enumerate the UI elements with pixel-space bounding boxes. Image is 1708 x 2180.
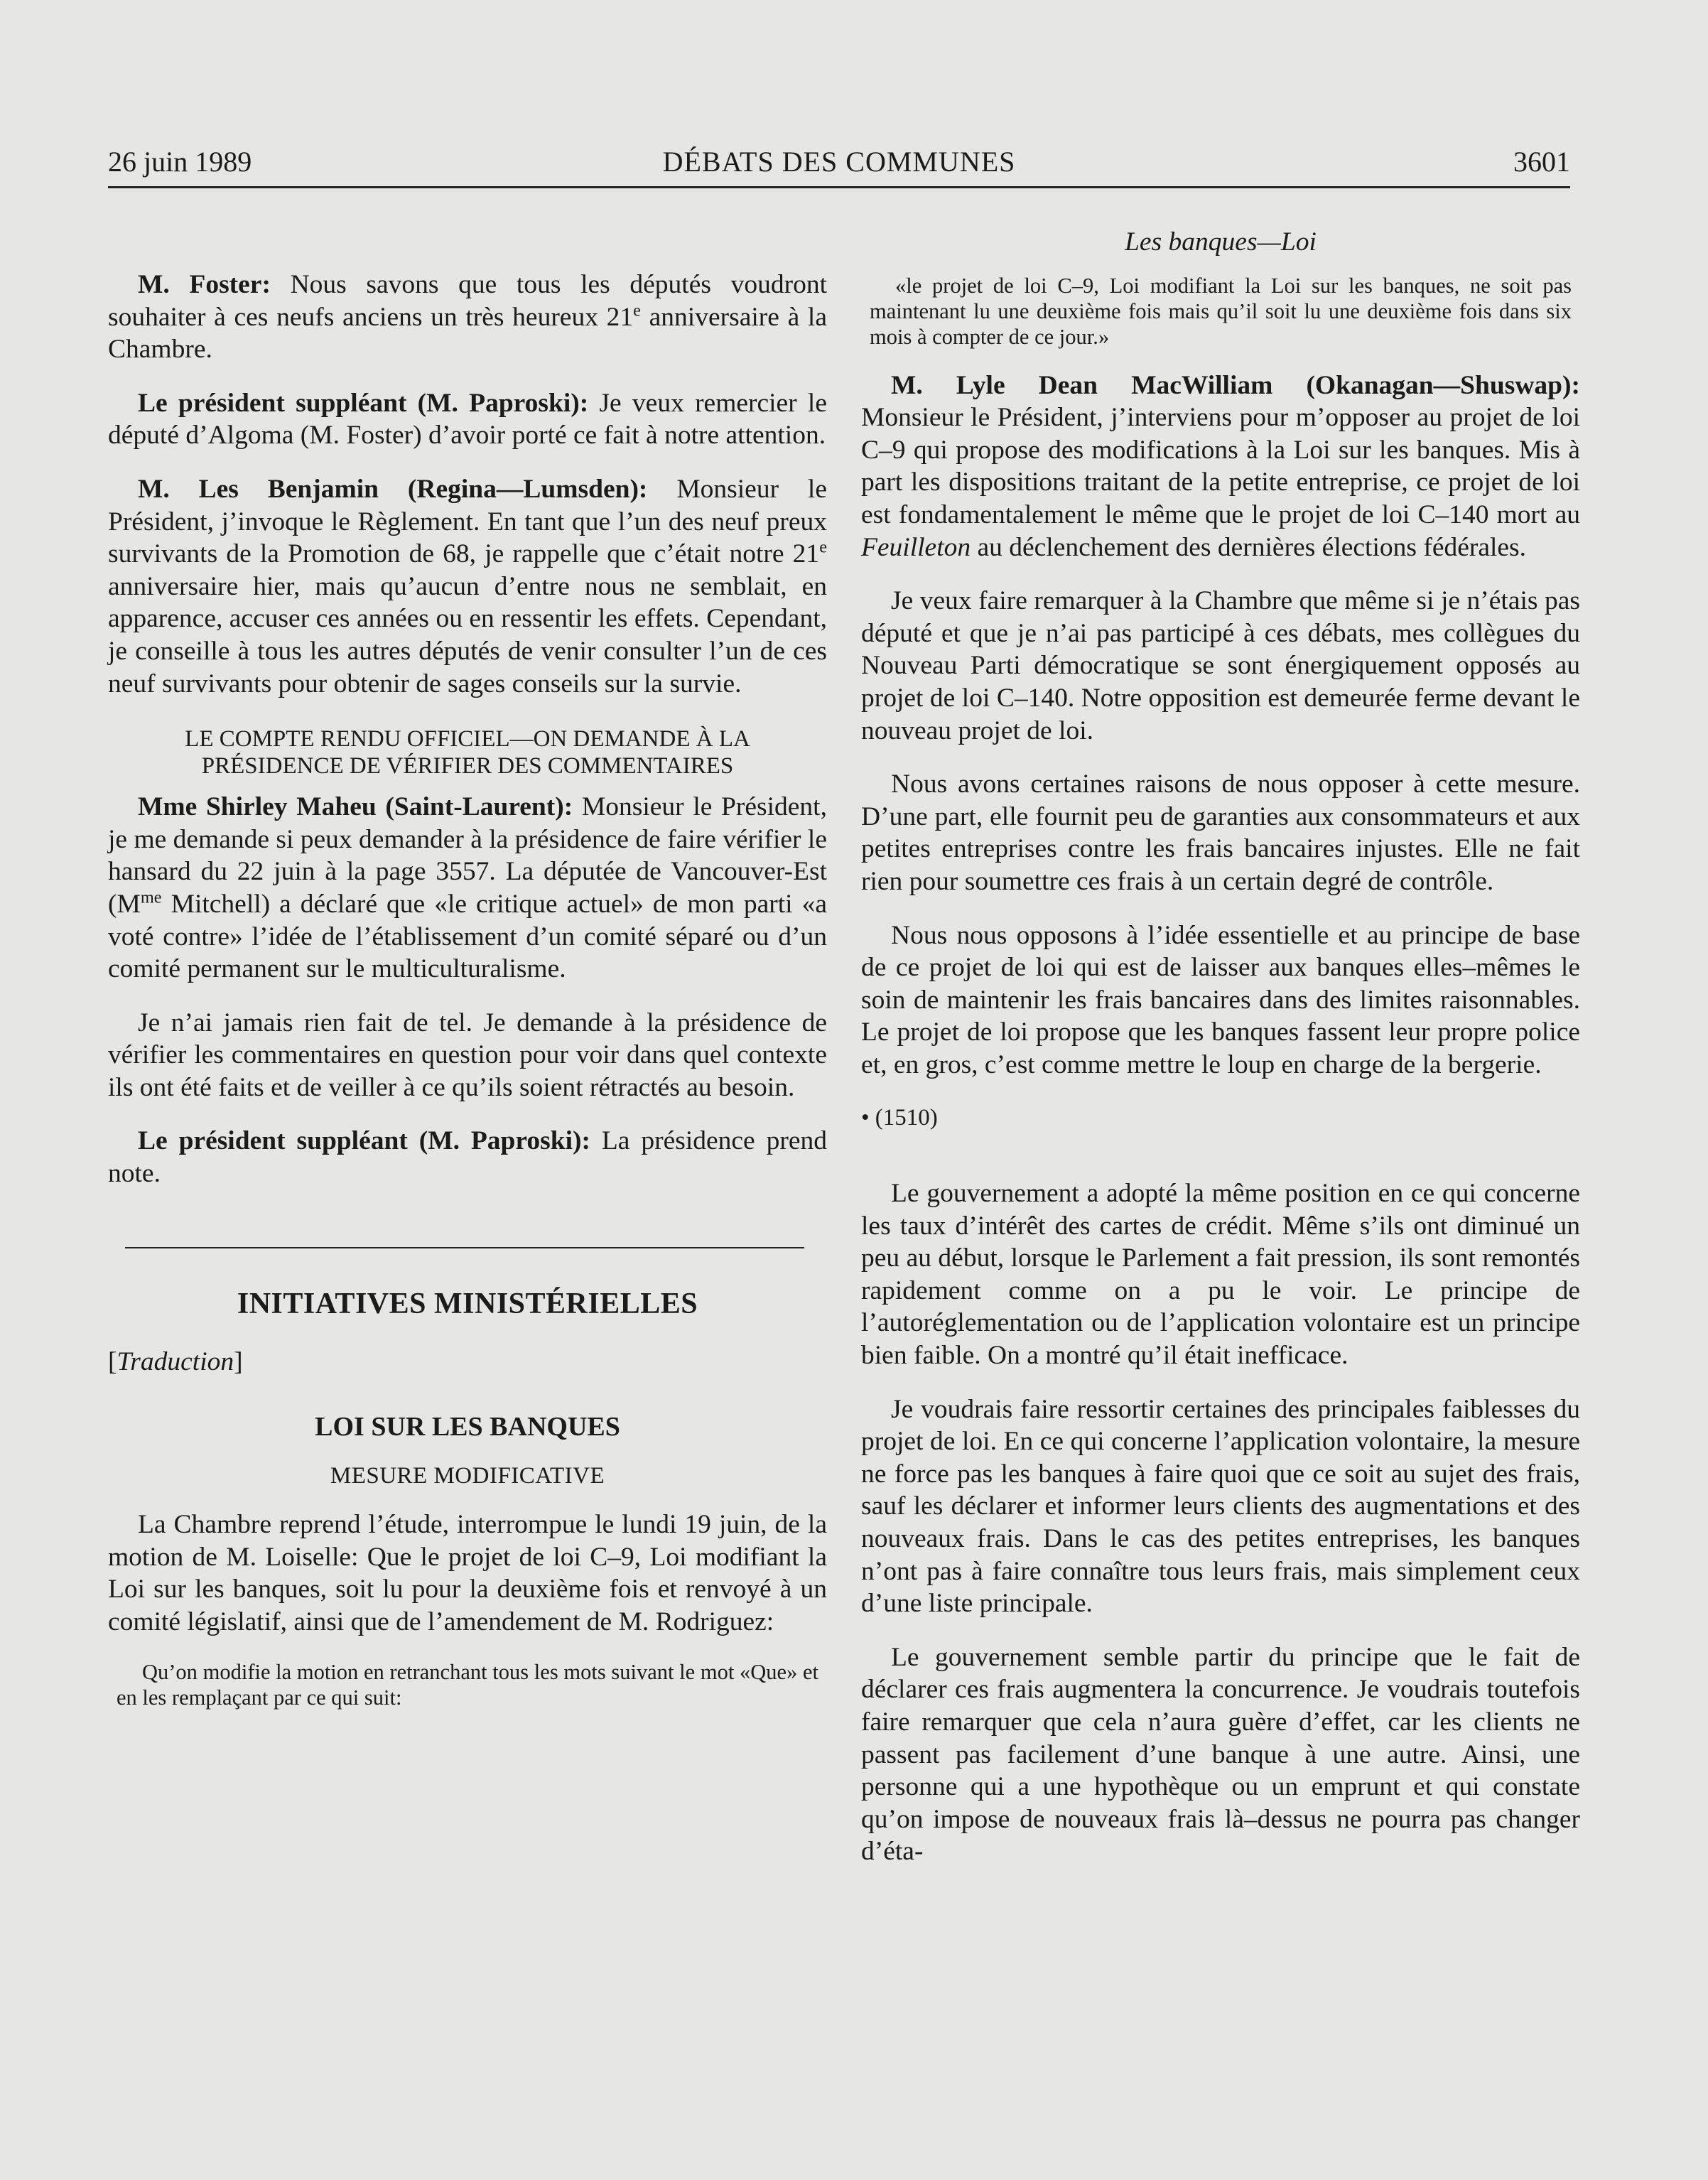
speaker: Le président suppléant (M. Paproski): [138,388,589,418]
italic-term: Feuilleton [861,532,971,562]
right-column [861,226,1580,1889]
paragraph-paproski-1 [108,387,827,452]
speech-text: Monsieur le Président, j’interviens pour m’opposer au projet de loi C–9 qui propose des modifications à la Loi sur les banques. Mis à part les dispositions traitant de la petite entreprise, ce projet de loi est fondamentalement le même que le projet de loi C–140 mort au [861,403,1580,529]
page-header [108,142,1570,188]
header-title: DÉBATS DES COMMUNES [662,146,1016,178]
paragraph-benjamin [108,473,827,700]
speech-text: anniversaire à la Chambre. [108,302,827,365]
running-head: Les banques—Loi [1125,227,1317,257]
paragraph-foster [108,269,827,366]
paragraph-r3: Nous avons certaines raisons de nous opposer à cette mesure. D’une part, elle fournit peu de garanties aux consommateurs et aux petites entreprises contre les frais bancaires injustes. Elle ne fait rien pour soumettre ces frais à un certain degré de contrôle. [861,770,1580,896]
paragraph-maheu-2: Je n’ai jamais rien fait de tel. Je demande à la présidence de vérifier les commentaires en question pour voir dans quel contexte ils ont été faits et de veiller à ce qu’ils soient rétractés au besoin. [108,1008,827,1102]
superscript: e [633,301,641,320]
speech-text: Nous savons que tous les députés voudront souhaiter à ces neufs anciens un très heureux 21 [108,270,827,332]
section-title: INITIATIVES MINISTÉRIELLES [237,1287,698,1320]
speaker: Mme Shirley Maheu (Saint-Laurent): [138,792,573,822]
speech-text: anniversaire hier, mais qu’aucun d’entre nous ne semblait, en apparence, accuser ces années ou en ressentir les effets. Cependant, je conseille à tous les autres députés de venir consulter l’un de ces neuf survivants pour obtenir de sages conseils sur la survie. [108,571,827,698]
speaker: M. Lyle Dean MacWilliam (Okanagan—Shuswap): [891,370,1580,400]
paragraph-motion: La Chambre reprend l’étude, interrompue le lundi 19 juin, de la motion de M. Loiselle: Que le projet de loi C–9, Loi modifiant la Loi sur les banques, soit lu pour la deuxième fois et renvoyé à un comité législatif, ainsi que de l’amendement de M. Rodriguez: [108,1510,827,1636]
speaker: M. Foster: [138,270,271,299]
speaker: Le président suppléant (M. Paproski): [138,1126,590,1156]
superscript: e [819,537,827,557]
paragraph-r5: Le gouvernement a adopté la même position en ce qui concerne les taux d’intérêt des cartes de crédit. Même s’ils ont diminué un peu au début, lorsque le Parlement a fait pression, ils sont remontés rapidement comme on a pu le voir. Le principe de l’autoréglementation ou de l’application volontaire est un principe bien faible. On a montré qu’il était inefficace. [861,1179,1580,1371]
header-page-number: 3601 [1513,146,1570,178]
paragraph-r7: Le gouvernement semble partir du principe que le fait de déclarer ces frais augmentera la concurrence. Je voudrais toutefois faire remarquer que cela n’aura guère d’effet, car les clients ne passent pas facilement d’une banque à une autre. Ainsi, une personne qui a une hypothèque ou un emprunt et qui constate qu’on impose de nouveaux frais là–dessus ne pourra pas changer d’éta- [861,1642,1580,1867]
translation-label: Traduction [117,1347,234,1377]
paragraph-r6: Je voudrais faire ressortir certaines des principales faiblesses du projet de loi. En ce qui concerne l’application volontaire, la mesure ne force pas les banques à faire quoi que ce soit au sujet des frais, sauf les déclarer et informer leurs clients des augmentations et des nouveaux frais. Dans le cas des petites entreprises, les banques n’ont pas à faire connaître tous leurs frais, mais simplement ceux d’une liste principale. [861,1394,1580,1619]
header-date: 26 juin 1989 [108,146,252,178]
subject-heading-line: PRÉSIDENCE DE VÉRIFIER DES COMMENTAIRES [201,753,734,779]
left-column [108,269,827,1730]
bill-subtitle: MESURE MODIFICATIVE [330,1463,605,1489]
speech-text: Je veux remercier le député d’Algoma (M. Foster) d’avoir porté ce fait à notre attention. [108,388,827,450]
paragraph-paproski-2 [108,1125,827,1189]
paragraph-macwilliam [861,369,1580,564]
quote-amendment: Qu’on modifie la motion en retranchant tous les mots suivant le mot «Que» et en les remplaçant par ce qui suit: [117,1660,818,1710]
subject-heading [108,725,827,779]
quote-amendment-text: «le projet de loi C–9, Loi modifiant la Loi sur les banques, ne soit pas maintenant lu une deuxième fois mais qu’il soit lu une deuxième fois dans six mois à compter de ce jour.» [870,273,1572,349]
subject-heading-line: LE COMPTE RENDU OFFICIEL—ON DEMANDE À LA [185,726,750,752]
paragraph-r2: Je veux faire remarquer à la Chambre que même si je n’étais pas député et que je n’ai pas participé à ces débats, mes collègues du Nouveau Parti démocratique se sont énergiquement opposés au projet de loi C–140. Notre opposition est demeurée ferme devant le nouveau projet de loi. [861,586,1580,745]
speech-text: Mitchell) a déclaré que «le critique actuel» de mon parti «a voté contre» l’idée de l’établissement d’un comité séparé ou d’un comité permanent sur le multiculturalisme. [108,889,827,984]
speaker: M. Les Benjamin (Regina—Lumsden): [138,474,648,504]
speech-text: Monsieur le Président, je me demande si peux demander à la présidence de faire vérifier le hansard du 22 juin à la page 3557. La députée de Vancouver-Est (M [108,792,827,919]
speech-text: Monsieur le Président, j’invoque le Règlement. En tant que l’un des neuf preux survivants de la Promotion de 68, je rappelle que c’était notre 21 [108,474,827,569]
speech-text: au déclenchement des dernières élections fédérales. [971,532,1527,562]
speech-text: La présidence prend note. [108,1126,827,1189]
paragraph-maheu [108,791,827,986]
time-marker: • (1510) [861,1105,938,1131]
translation-note: [Traduction] [108,1347,243,1377]
superscript: me [140,887,162,907]
bill-title: LOI SUR LES BANQUES [315,1411,620,1442]
paragraph-r4: Nous nous opposons à l’idée essentielle et au principe de base de ce projet de loi qui est de laisser aux banques elles–mêmes le soin de maintenir les frais bancaires dans des limites raisonnables. Le projet de loi propose que les banques fassent leur propre police et, en gros, c’est comme mettre le loup en charge de la bergerie. [861,920,1580,1079]
section-divider [125,1247,804,1248]
